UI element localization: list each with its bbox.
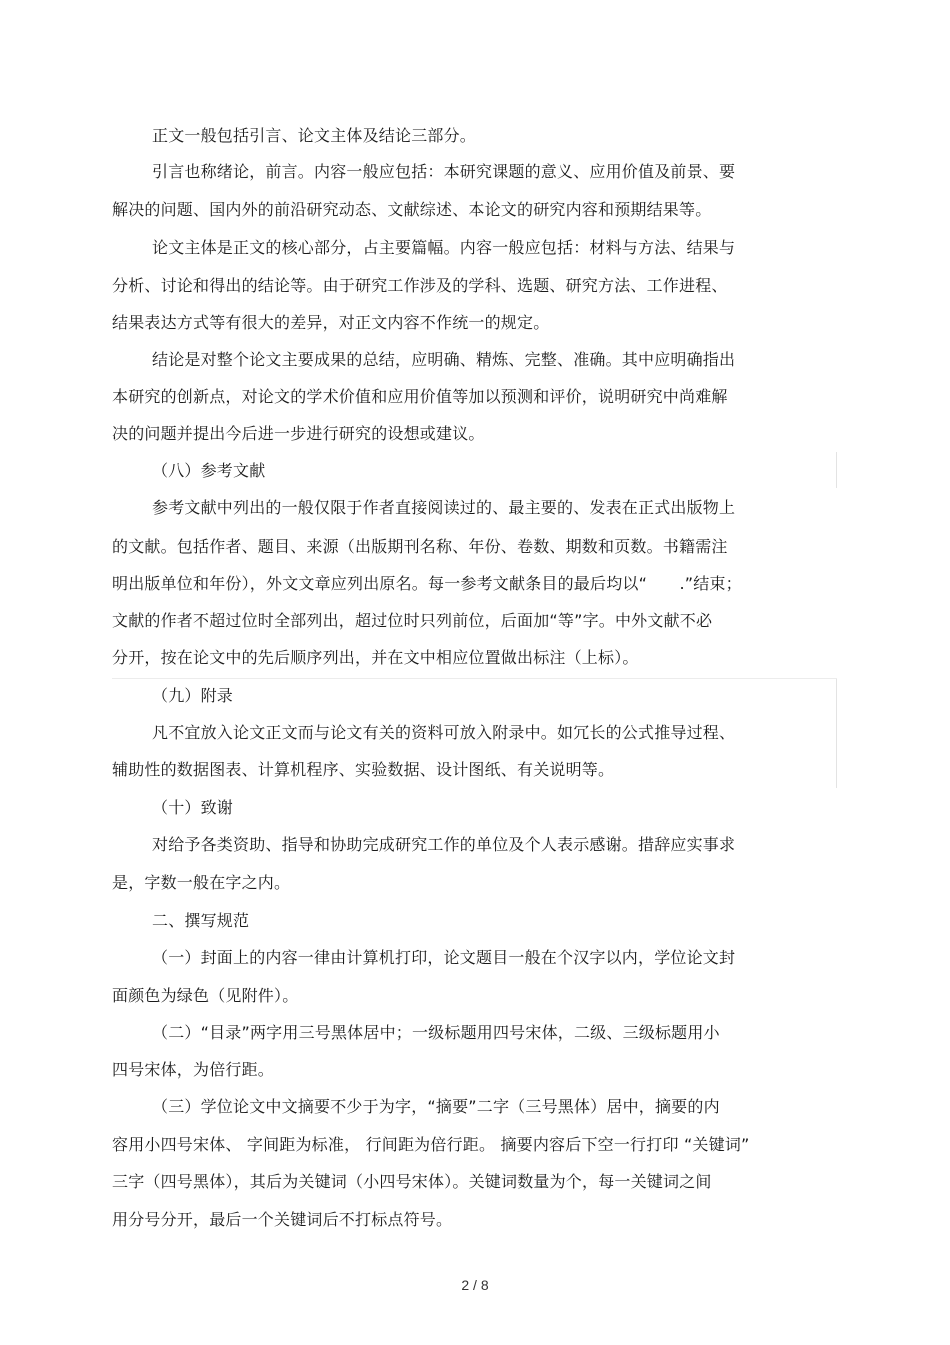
section-heading: （十）致谢	[152, 798, 234, 817]
body-paragraph-line: 正文一般包括引言、论文主体及结论三部分。	[152, 126, 477, 145]
body-paragraph-line: 结论是对整个论文主要成果的总结，应明确、精炼、完整、准确。其中应明确指出	[152, 350, 736, 369]
body-paragraph-line: 四号宋体，为倍行距。	[112, 1060, 275, 1079]
body-paragraph-line: 参考文献中列出的一般仅限于作者直接阅读过的、最主要的、发表在正式出版物上	[152, 498, 736, 517]
section-heading: （九）附录	[152, 686, 234, 705]
body-paragraph-line: 解决的问题、国内外的前沿研究动态、文献综述、本论文的研究内容和预期结果等。	[112, 200, 712, 219]
body-paragraph-line: 分开，按在论文中的先后顺序列出，并在文中相应位置做出标注（上标）。	[112, 648, 639, 667]
body-paragraph-line: 论文主体是正文的核心部分，占主要篇幅。内容一般应包括：材料与方法、结果与	[152, 238, 736, 257]
margin-rule	[836, 452, 837, 488]
body-paragraph-line: 用分号分开，最后一个关键词后不打标点符号。	[112, 1210, 453, 1229]
body-paragraph-line: 结果表达方式等有很大的差异，对正文内容不作统一的规定。	[112, 313, 550, 332]
body-paragraph-line: 决的问题并提出今后进一步进行研究的设想或建议。	[112, 424, 485, 443]
section-rule	[112, 678, 837, 679]
body-paragraph-line: 对给予各类资助、指导和协助完成研究工作的单位及个人表示感谢。措辞应实事求	[152, 835, 736, 854]
body-paragraph-line: 文献的作者不超过位时全部列出，超过位时只列前位，后面加“等”字。中外文献不必	[112, 611, 713, 630]
body-paragraph-line: （一）封面上的内容一律由计算机打印，论文题目一般在个汉字以内，学位论文封	[152, 948, 736, 967]
body-paragraph-line: （二）“目录”两字用三号黑体居中；一级标题用四号宋体，二级、三级标题用小	[152, 1023, 720, 1042]
page-number: 2 / 8	[461, 1277, 489, 1293]
body-paragraph-line: （三）学位论文中文摘要不少于为字，“摘要”二字（三号黑体）居中，摘要的内	[152, 1097, 720, 1116]
body-paragraph-line: 容用小四号宋体、 字间距为标准， 行间距为倍行距。 摘要内容后下空一行打印 “关键词”	[112, 1135, 750, 1154]
chapter-heading: 二、撰写规范	[152, 911, 250, 930]
body-paragraph-line: 凡不宜放入论文正文而与论文有关的资料可放入附录中。如冗长的公式推导过程、	[152, 723, 736, 742]
body-paragraph-line: 本研究的创新点，对论文的学术价值和应用价值等加以预测和评价，说明研究中尚难解	[112, 387, 728, 406]
body-paragraph-line: 引言也称绪论，前言。内容一般应包括：本研究课题的意义、应用价值及前景、要	[152, 162, 736, 181]
body-paragraph-line: 是，字数一般在字之内。	[112, 873, 291, 892]
section-heading: （八）参考文献	[152, 461, 266, 480]
body-paragraph-line: 明出版单位和年份），外文文章应列出原名。每一参考文献条目的最后均以“ .”结束；	[112, 574, 742, 593]
margin-rule	[836, 678, 837, 788]
body-paragraph-line: 面颜色为绿色（见附件）。	[112, 986, 299, 1005]
body-paragraph-line: 分析、讨论和得出的结论等。由于研究工作涉及的学科、选题、研究方法、工作进程、	[112, 276, 728, 295]
body-paragraph-line: 的文献。包括作者、题目、来源（出版期刊名称、年份、卷数、期数和页数。书籍需注	[112, 537, 728, 556]
body-paragraph-line: 辅助性的数据图表、计算机程序、实验数据、设计图纸、有关说明等。	[112, 760, 615, 779]
body-paragraph-line: 三字（四号黑体），其后为关键词（小四号宋体）。关键词数量为个，每一关键词之间	[112, 1172, 712, 1191]
